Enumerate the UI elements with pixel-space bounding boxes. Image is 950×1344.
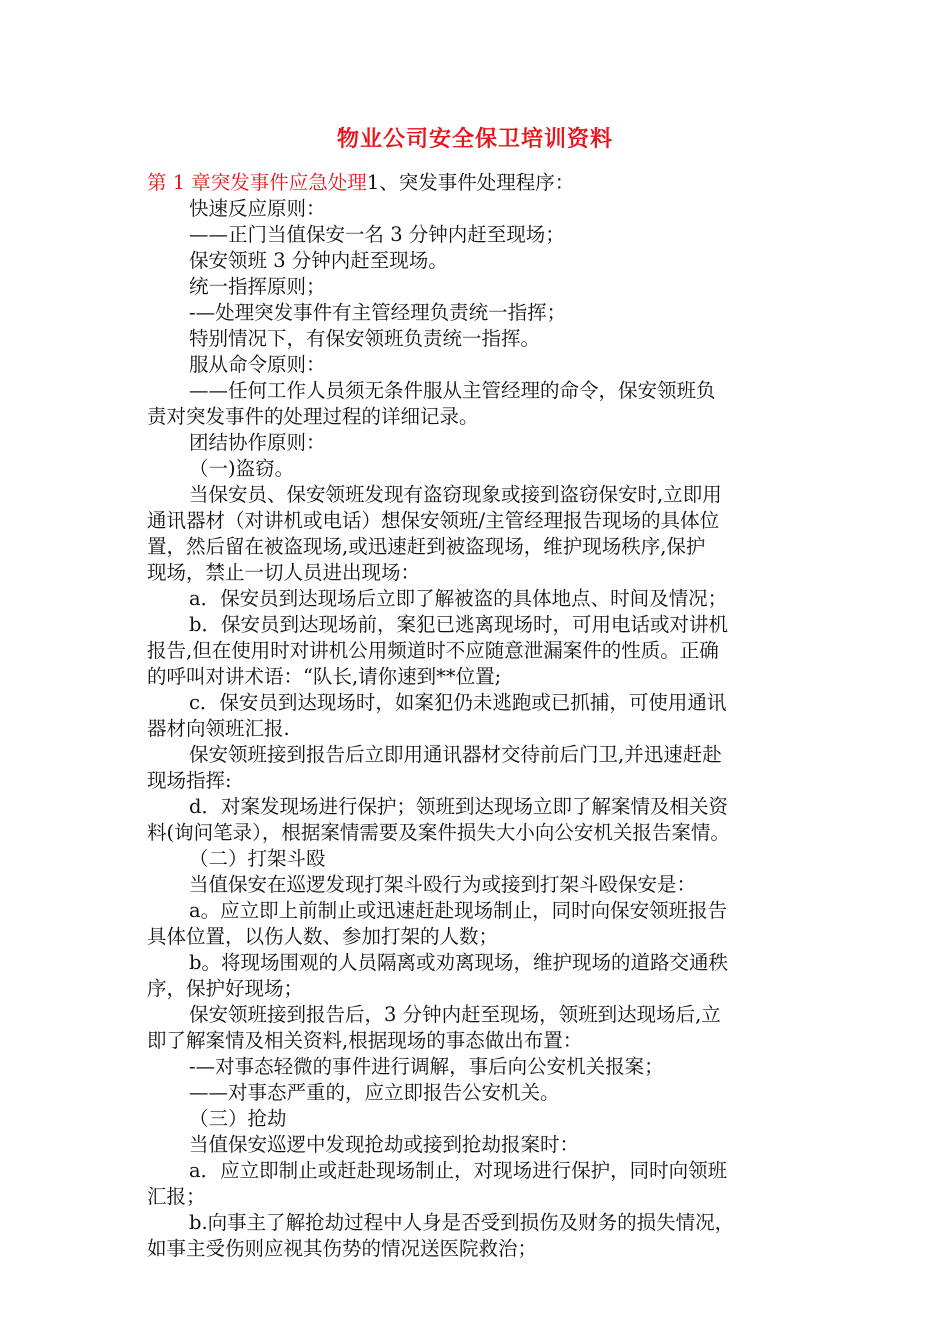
paragraph-line: 汇报； bbox=[147, 1185, 206, 1208]
paragraph-line: 即了解案情及相关资料,根据现场的事态做出布置： bbox=[147, 1029, 583, 1052]
paragraph-line: 具体位置，以伤人数、参加打架的人数； bbox=[147, 925, 499, 948]
paragraph-line: 统一指挥原则； bbox=[189, 275, 326, 298]
paragraph-line: 料(询问笔录），根据案情需要及案件损失大小向公安机关报告案情。 bbox=[147, 821, 730, 844]
paragraph-line: 快速反应原则： bbox=[189, 197, 326, 220]
paragraph-line: 通讯器材（对讲机或电话）想保安领班/主管经理报告现场的具体位 bbox=[147, 509, 720, 532]
paragraph-line: 责对突发事件的处理过程的详细记录。 bbox=[147, 405, 479, 428]
section-heading: （一)盗窃。 bbox=[189, 457, 295, 480]
paragraph-line: 器材向领班汇报. bbox=[147, 717, 290, 740]
paragraph-line bbox=[147, 170, 827, 196]
paragraph-line: 服从命令原则： bbox=[189, 353, 326, 376]
paragraph-line: b．保安员到达现场前，案犯已逃离现场时，可用电话或对讲机 bbox=[189, 613, 728, 636]
paragraph-line: 序，保护好现场； bbox=[147, 977, 304, 1000]
paragraph-line: 当值保安在巡逻发现打架斗殴行为或接到打架斗殴保安是： bbox=[189, 873, 697, 896]
chapter-heading: 第 1 章突发事件应急处理 bbox=[147, 171, 367, 194]
paragraph-line: 的呼叫对讲术语：“队长,请你速到**位置; bbox=[147, 665, 502, 688]
paragraph-line: -—对事态轻微的事件进行调解，事后向公安机关报案； bbox=[189, 1055, 664, 1078]
document-title: 物业公司安全保卫培训资料 bbox=[336, 126, 613, 152]
paragraph-line: ——正门当值保安一名 3 分钟内赶至现场； bbox=[189, 223, 565, 246]
paragraph-line: c．保安员到达现场时，如案犯仍未逃跑或已抓捕，可使用通讯 bbox=[189, 691, 727, 714]
line-text: 1、突发事件处理程序： bbox=[366, 171, 575, 194]
paragraph-line: 如事主受伤则应视其伤势的情况送医院救治； bbox=[147, 1237, 538, 1260]
paragraph-line: 当值保安巡逻中发现抢劫或接到抢劫报案时： bbox=[189, 1133, 580, 1156]
paragraph-line: 保安领班接到报告后立即用通讯器材交待前后门卫,并迅速赶赴 bbox=[189, 743, 722, 766]
paragraph-line: 当保安员、保安领班发现有盗窃现象或接到盗窃保安时,立即用 bbox=[189, 483, 722, 506]
paragraph-line: a。应立即上前制止或迅速赶赴现场制止，同时向保安领班报告 bbox=[189, 899, 728, 922]
paragraph-line: -—处理突发事件有主管经理负责统一指挥； bbox=[189, 301, 567, 324]
paragraph-line: 置，然后留在被盗现场,或迅速赶到被盗现场，维护现场秩序,保护 bbox=[147, 535, 706, 558]
document-body bbox=[147, 170, 827, 1262]
paragraph-line: 现场，禁止一切人员进出现场： bbox=[147, 561, 421, 584]
section-heading: （二）打架斗殴 bbox=[189, 847, 326, 870]
paragraph-line: 保安领班 3 分钟内赶至现场。 bbox=[189, 249, 448, 272]
paragraph-line: b.向事主了解抢劫过程中人身是否受到损伤及财务的损失情况， bbox=[189, 1211, 735, 1234]
paragraph-line: a．应立即制止或赶赴现场制止，对现场进行保护，同时向领班 bbox=[189, 1159, 728, 1182]
paragraph-line: 报告,但在使用时对讲机公用频道时不应随意泄漏案件的性质。正确 bbox=[147, 639, 719, 662]
paragraph-line: d．对案发现场进行保护；领班到达现场立即了解案情及相关资 bbox=[189, 795, 728, 818]
paragraph-line: 保安领班接到报告后，3 分钟内赶至现场，领班到达现场后,立 bbox=[189, 1003, 721, 1026]
section-heading: （三）抢劫 bbox=[189, 1107, 287, 1130]
paragraph-line: 团结协作原则： bbox=[189, 431, 326, 454]
paragraph-line: ——任何工作人员须无条件服从主管经理的命令，保安领班负 bbox=[189, 379, 716, 402]
paragraph-line: a．保安员到达现场后立即了解被盗的具体地点、时间及情况； bbox=[189, 587, 728, 610]
paragraph-line: ——对事态严重的，应立即报告公安机关。 bbox=[189, 1081, 560, 1104]
paragraph-line: b。将现场围观的人员隔离或劝离现场，维护现场的道路交通秩 bbox=[189, 951, 728, 974]
paragraph-line: 现场指挥: bbox=[147, 769, 232, 792]
paragraph-line: 特别情况下，有保安领班负责统一指挥。 bbox=[189, 327, 541, 350]
